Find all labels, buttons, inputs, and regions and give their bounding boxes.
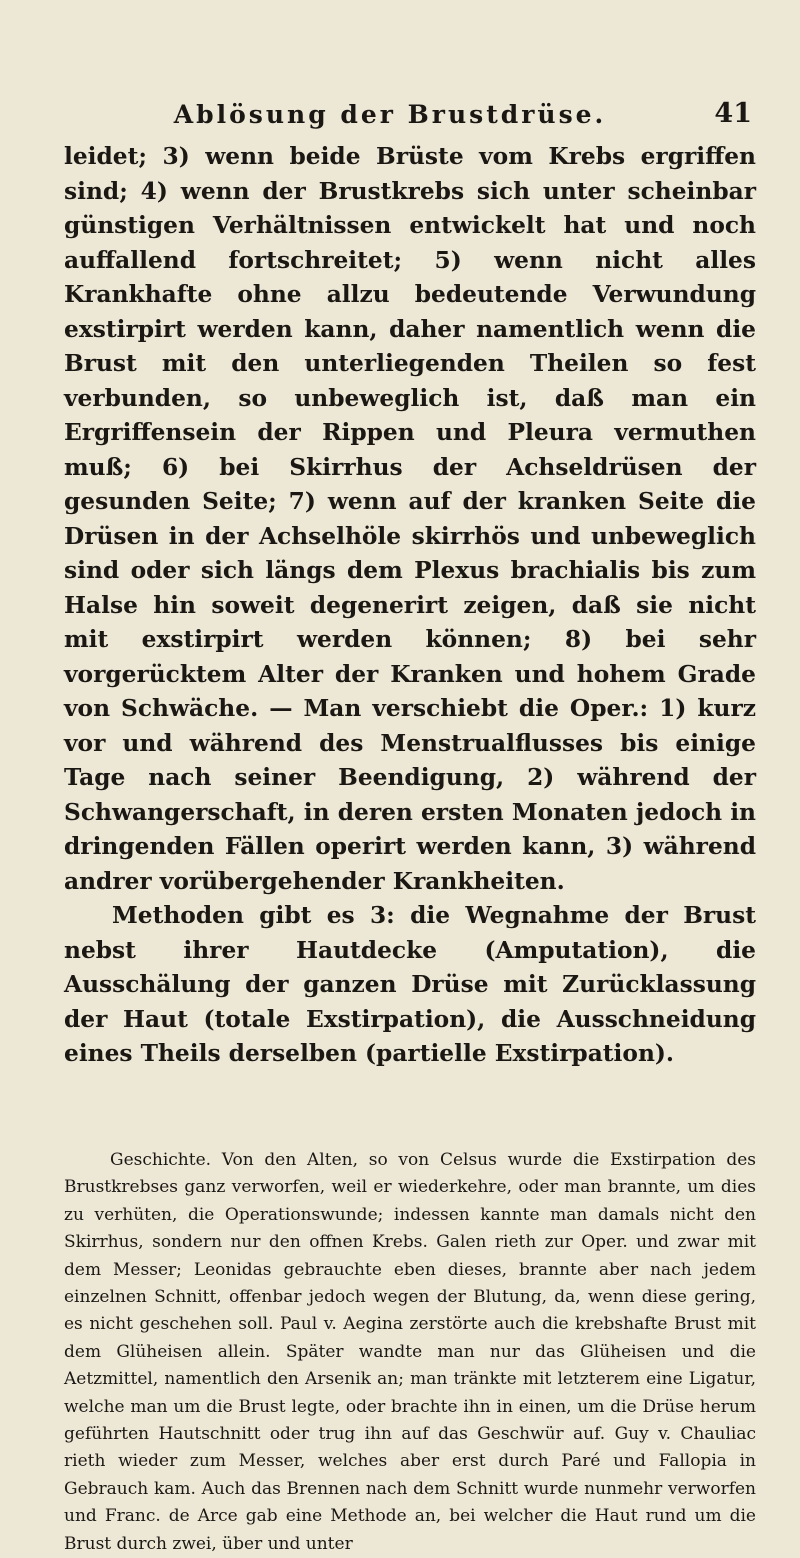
paragraph-history: Geschichte. Von den Alten, so von Celsus wurde die Exstirpation des Brustkrebses ganz verworfen, weil er wiederkehre, oder man brannte, um dies zu verhüten, die Operationswunde; indessen kannte man damals nicht den Skirrhus, sondern nur den offnen Krebs. Galen rieth zur Oper. und zwar mit dem Messer; Leonidas gebrauchte eben dieses, brannte aber nach jedem einzelnen Schnitt, offenbar jedoch wegen der Blutung, da, wenn diese gering, es nicht geschehen soll. Paul v. Aegina zerstörte auch die krebshafte Brust mit dem Glüheisen allein. Später wandte man nur das Glüheisen und die Aetzmittel, namentlich den Arsenik an; man tränkte mit letzterem eine Ligatur, welche man um die Brust legte, oder brachte ihn in einen, um die Drüse herum geführten Hautschnitt oder trug ihn auf das Geschwür auf. Guy v. Chauliac rieth wieder zum Messer, welches aber erst durch Paré und Fallopia in Gebrauch kam. Auch das Brennen nach dem Schnitt wurde nunmehr verworfen und Franc. de Arce gab eine Methode an, bei welcher die Haut rund um die Brust durch zwei, über und unter [64, 1150, 756, 1554]
history-section [64, 1147, 756, 1558]
main-text [64, 140, 756, 1072]
page-number: 41 [714, 98, 752, 129]
paragraph-methods: Methoden gibt es 3: die Wegnahme der Brust nebst ihrer Hautdecke (Amputation), die Ausschälung der ganzen Drüse mit Zurücklassung der Haut (totale Exstirpation), die Ausschneidung eines Theils derselben (partielle Exstirpation). [64, 902, 756, 1067]
page-header [60, 96, 760, 136]
running-title: Ablösung der Brustdrüse. [173, 100, 607, 129]
paragraph-contraindications: leidet; 3) wenn beide Brüste vom Krebs ergriffen sind; 4) wenn der Brustkrebs sich unter scheinbar günstigen Verhältnissen entwickelt hat und noch auffallend fortschreitet; 5) wenn nicht alles Krankhafte ohne allzu bedeutende Verwundung exstirpirt werden kann, daher namentlich wenn die Brust mit den unterliegenden Theilen so fest verbunden, so unbeweglich ist, daß man ein Ergriffensein der Rippen und Pleura vermuthen muß; 6) bei Skirrhus der Achseldrüsen der gesunden Seite; 7) wenn auf der kranken Seite die Drüsen in der Achselhöle skirrhös und unbeweglich sind oder sich längs dem Plexus brachialis bis zum Halse hin soweit degenerirt zeigen, daß sie nicht mit exstirpirt werden können; 8) bei sehr vorgerücktem Alter der Kranken und hohem Grade von Schwäche. — Man verschiebt die Oper.: 1) kurz vor und während des Menstrualflusses bis einige Tage nach seiner Beendigung, 2) während der Schwangerschaft, in deren ersten Monaten jedoch in dringenden Fällen operirt werden kann, 3) während andrer vorübergehender Krankheiten. [64, 143, 756, 895]
